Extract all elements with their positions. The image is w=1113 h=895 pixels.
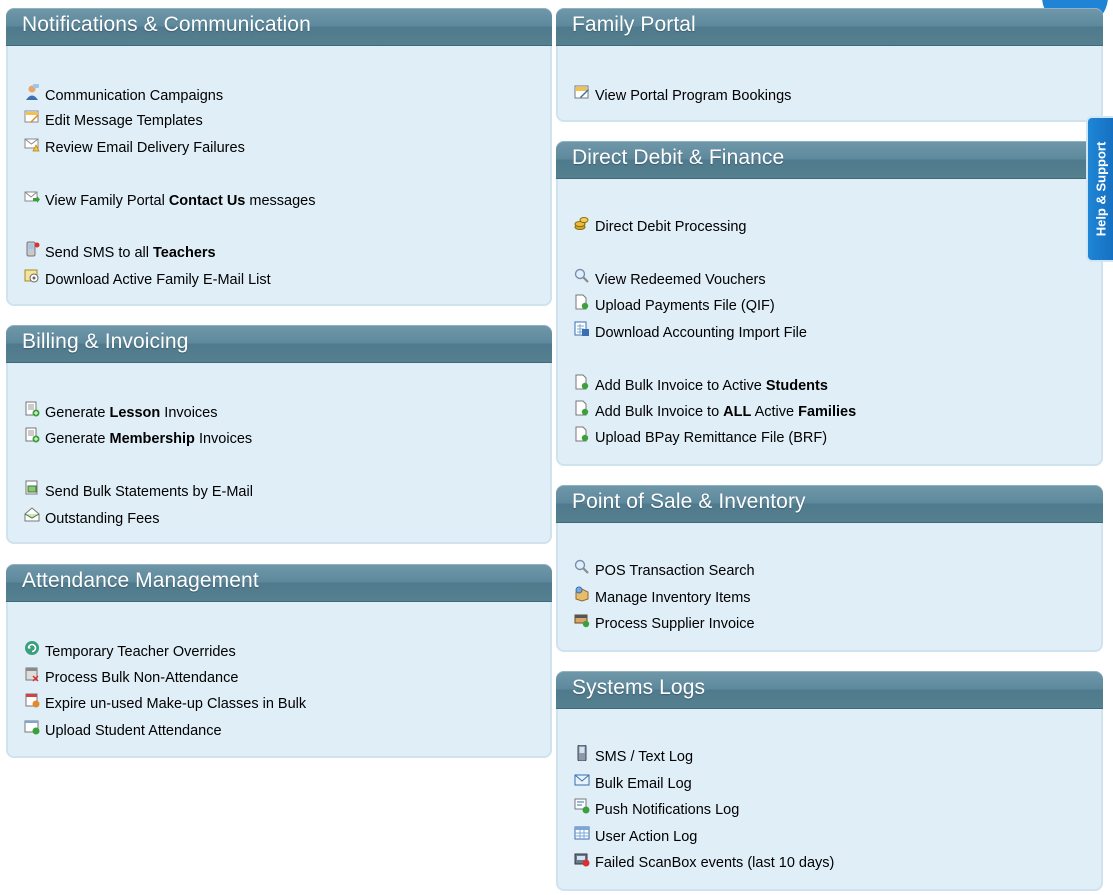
panel-title-pos: Point of Sale & Inventory — [556, 485, 1103, 523]
process-supplier-invoice-link[interactable] — [574, 614, 755, 634]
mobile-phone-icon — [574, 745, 590, 761]
item-label: Add Bulk Invoice to ALL Active Families — [595, 404, 857, 420]
bulk-invoice-students-link[interactable] — [574, 376, 828, 396]
sms-text-log-link[interactable] — [574, 747, 693, 767]
panel-direct-debit — [556, 141, 1103, 466]
box-edit-icon — [574, 586, 590, 602]
generate-membership-invoices-link[interactable] — [24, 429, 252, 449]
item-label: Edit Message Templates — [45, 113, 203, 129]
item-label: View Portal Program Bookings — [595, 88, 792, 104]
item-label: Generate Membership Invoices — [45, 431, 253, 447]
scanner-error-icon — [574, 851, 590, 867]
file-add-icon — [574, 294, 590, 310]
item-label: Temporary Teacher Overrides — [45, 644, 236, 660]
temporary-teacher-overrides-link[interactable] — [24, 642, 236, 662]
panel-title-attendance: Attendance Management — [6, 564, 552, 602]
phone-sms-icon — [24, 241, 40, 257]
item-label: Failed ScanBox events (last 10 days) — [595, 855, 835, 871]
item-label: Add Bulk Invoice to Active Students — [595, 378, 828, 394]
upload-payments-file-link[interactable] — [574, 296, 775, 316]
item-label: SMS / Text Log — [595, 749, 694, 765]
mail-forward-icon — [24, 189, 40, 205]
file-add-icon — [574, 426, 590, 442]
invoice-stack-icon — [574, 612, 590, 628]
panel-pos — [556, 485, 1103, 652]
item-label: User Action Log — [595, 829, 698, 845]
item-label: Review Email Delivery Failures — [45, 140, 245, 156]
item-label: Upload Payments File (QIF) — [595, 298, 775, 314]
item-label: View Family Portal Contact Us messages — [45, 193, 316, 209]
item-label: Direct Debit Processing — [595, 219, 747, 235]
template-edit-icon — [24, 109, 40, 125]
notification-add-icon — [574, 798, 590, 814]
bulk-invoice-families-link[interactable] — [574, 402, 856, 422]
panel-title-billing: Billing & Invoicing — [6, 325, 552, 363]
upload-file-icon — [24, 719, 40, 735]
contact-us-messages-link[interactable] — [24, 191, 316, 211]
outstanding-fees-link[interactable] — [24, 509, 159, 529]
direct-debit-processing-link[interactable] — [574, 217, 747, 237]
magnifier-icon — [574, 268, 590, 284]
help-support-label: Help & Support — [1093, 141, 1108, 237]
item-label: Expire un-used Make-up Classes in Bulk — [45, 696, 307, 712]
item-label: Generate Lesson Invoices — [45, 405, 218, 421]
invoice-add-icon — [24, 401, 40, 417]
pos-transaction-search-link[interactable] — [574, 561, 755, 581]
magnifier-icon — [574, 559, 590, 575]
item-label: Process Bulk Non-Attendance — [45, 670, 239, 686]
download-accounting-import-link[interactable] — [574, 323, 807, 343]
refresh-icon — [24, 640, 40, 656]
edit-message-templates-link[interactable] — [24, 111, 203, 131]
panel-title-notifications: Notifications & Communication — [6, 8, 552, 46]
user-action-log-link[interactable] — [574, 827, 697, 847]
envelope-icon — [574, 772, 590, 788]
item-label: Communication Campaigns — [45, 88, 224, 104]
item-label: View Redeemed Vouchers — [595, 272, 766, 288]
bulk-email-log-link[interactable] — [574, 774, 692, 794]
panel-title-logs: Systems Logs — [556, 671, 1103, 709]
contact-download-icon — [24, 268, 40, 284]
send-bulk-statements-link[interactable] — [24, 482, 253, 502]
manage-inventory-items-link[interactable] — [574, 588, 751, 608]
expire-makeup-classes-link[interactable] — [24, 694, 306, 714]
item-label: Download Active Family E-Mail List — [45, 272, 271, 288]
email-warning-icon — [24, 136, 40, 152]
help-support-tab[interactable] — [1086, 116, 1113, 262]
item-label: Send Bulk Statements by E-Mail — [45, 484, 253, 500]
item-label: Upload Student Attendance — [45, 723, 222, 739]
booking-edit-icon — [574, 84, 590, 100]
send-sms-teachers-link[interactable] — [24, 243, 216, 263]
generate-lesson-invoices-link[interactable] — [24, 403, 218, 423]
calendar-cross-icon — [24, 666, 40, 682]
panel-attendance — [6, 564, 552, 758]
calendar-expire-icon — [24, 692, 40, 708]
panel-title-direct-debit: Direct Debit & Finance — [556, 141, 1103, 179]
file-add-icon — [574, 400, 590, 416]
item-label: Push Notifications Log — [595, 802, 740, 818]
process-bulk-non-attendance-link[interactable] — [24, 668, 238, 688]
item-label: Upload BPay Remittance File (BRF) — [595, 430, 828, 446]
item-label: Send SMS to all Teachers — [45, 245, 216, 261]
item-label: Outstanding Fees — [45, 511, 160, 527]
download-email-list-link[interactable] — [24, 270, 271, 290]
item-label: Manage Inventory Items — [595, 590, 751, 606]
item-label: Download Accounting Import File — [595, 325, 807, 341]
person-chat-icon — [24, 84, 40, 100]
panel-family-portal — [556, 8, 1103, 122]
item-label: Bulk Email Log — [595, 776, 692, 792]
statement-email-icon — [24, 480, 40, 496]
envelope-open-icon — [24, 507, 40, 523]
item-label: POS Transaction Search — [595, 563, 755, 579]
failed-scanbox-events-link[interactable] — [574, 853, 834, 873]
invoice-add-icon — [24, 427, 40, 443]
upload-bpay-remittance-link[interactable] — [574, 428, 827, 448]
item-label: Process Supplier Invoice — [595, 616, 755, 632]
panel-billing — [6, 325, 552, 544]
upload-student-attendance-link[interactable] — [24, 721, 222, 741]
view-portal-bookings-link[interactable] — [574, 86, 791, 106]
review-email-failures-link[interactable] — [24, 138, 245, 158]
panel-notifications — [6, 8, 552, 306]
push-notifications-log-link[interactable] — [574, 800, 739, 820]
communication-campaigns-link[interactable] — [24, 86, 223, 106]
view-redeemed-vouchers-link[interactable] — [574, 270, 766, 290]
panel-logs — [556, 671, 1103, 891]
panel-title-family-portal: Family Portal — [556, 8, 1103, 46]
table-icon — [574, 825, 590, 841]
file-add-icon — [574, 374, 590, 390]
spreadsheet-download-icon — [574, 321, 590, 337]
coins-icon — [574, 215, 590, 231]
